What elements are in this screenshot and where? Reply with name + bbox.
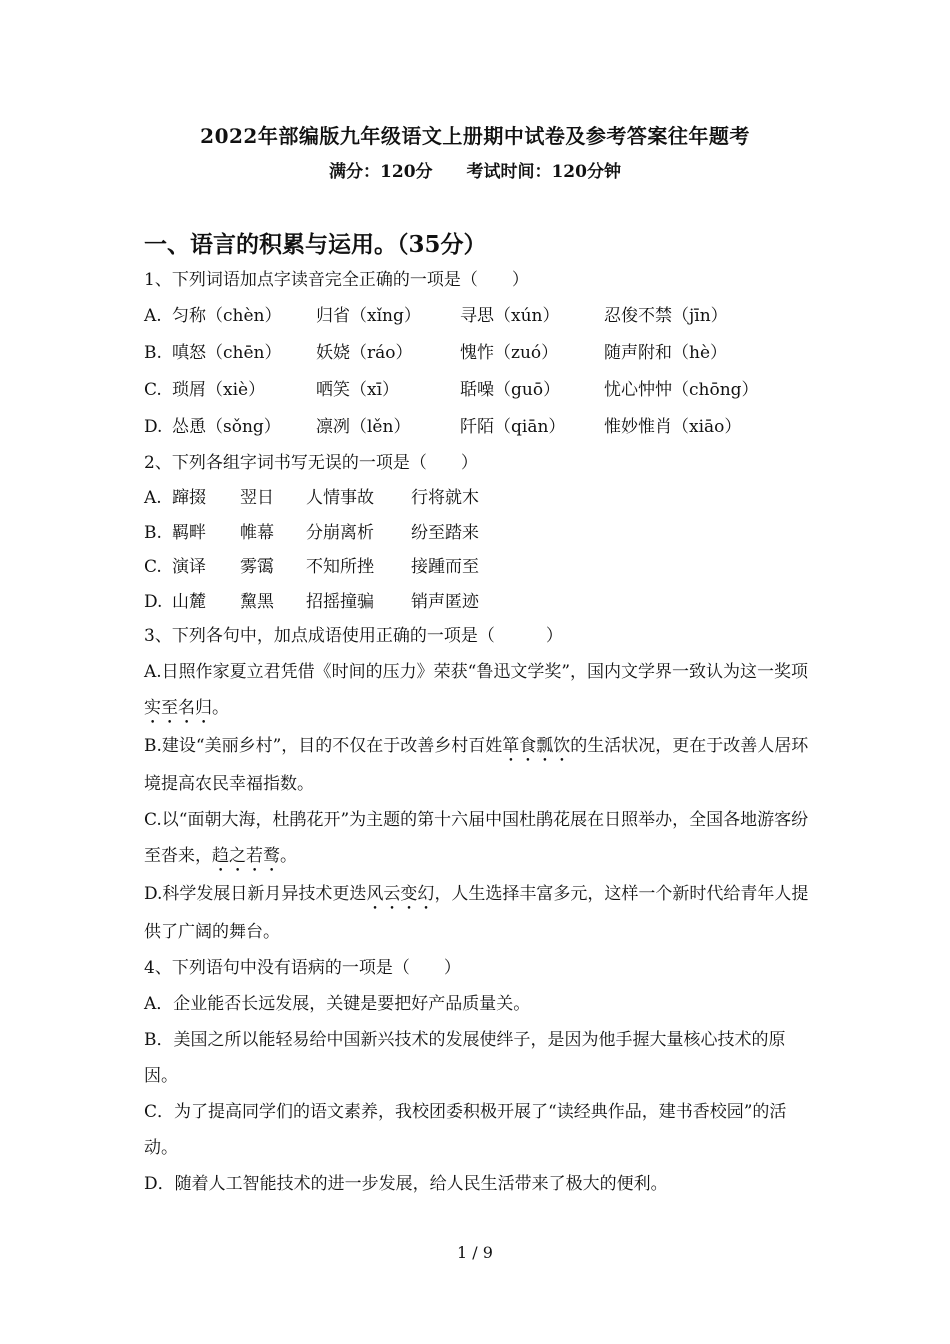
question-3-option-d: D.科学发展日新月异技术更迭风云变幻，人生选择丰富多元，这样一个新时代给青年人提供了广阔的舞台。 (144, 884, 809, 942)
option-label: D. (144, 591, 163, 612)
option-item: 分崩离析 (306, 522, 374, 543)
option-item: 演译 (172, 557, 206, 577)
option-item: 接踵而至 (411, 557, 479, 577)
option-item: 怂恿（sǒng） (172, 417, 281, 437)
option-item: 愧怍（zuó） (460, 343, 559, 363)
option-item: 羁畔 (172, 522, 206, 543)
q1-option-row (144, 372, 810, 409)
exam-time: 考试时间：120分钟 (466, 162, 621, 182)
option-item: 聒噪（guō） (460, 380, 561, 400)
question-3-option-b: B.建设“美丽乡村”，目的不仅在于改善乡村百姓箪食瓢饮的生活状况，更在于改善人居环境提高农民幸福指数。 (144, 736, 809, 794)
option-label: A. (144, 488, 162, 508)
q1-option-row (144, 298, 810, 335)
document-title: 2022年部编版九年级语文上册期中试卷及参考答案往年题考 (200, 124, 750, 148)
full-score: 满分：120分 (329, 162, 433, 182)
question-3-stem: 3、下列各句中，加点成语使用正确的一项是（ ） (144, 626, 563, 646)
q1-option-row (144, 409, 810, 446)
option-item: 行将就木 (411, 488, 479, 508)
option-label: C. (144, 380, 162, 400)
option-item: 销声匿迹 (411, 591, 479, 612)
option-item: 妖娆（ráo） (316, 343, 413, 363)
option-item: 蹿掇 (172, 488, 206, 508)
q2-option-row (144, 516, 810, 551)
option-item: 寻思（xún） (460, 306, 560, 326)
question-4-option-b: B．美国之所以能轻易给中国新兴技术的发展使绊子，是因为他手握大量核心技术的原因。 (144, 1030, 786, 1086)
q1-option-row (144, 335, 810, 372)
dotted-idiom: 箪食瓢饮 (502, 736, 571, 756)
option-item: 哂笑（xī） (316, 380, 400, 400)
option-label: B. (144, 522, 162, 543)
dotted-idiom: 风云变幻 (366, 884, 435, 904)
option-item: 匀称（chèn） (172, 306, 282, 326)
option-item: 人情事故 (306, 488, 374, 508)
option-item: 山麓 (172, 591, 206, 612)
option-item: 嗔怒（chēn） (172, 343, 282, 363)
option-item: 随声附和（hè） (604, 343, 728, 363)
option-item: 黧黑 (240, 591, 274, 612)
question-4-stem: 4、下列语句中没有语病的一项是（ ） (144, 958, 461, 978)
option-item: 惟妙惟肖（xiāo） (604, 417, 742, 437)
question-1-stem: 1、下列词语加点字读音完全正确的一项是（ ） (144, 270, 529, 290)
option-item: 雾霭 (240, 557, 274, 577)
question-4-option-a: A．企业能否长远发展，关键是要把好产品质量关。 (144, 994, 531, 1014)
option-item: 凛冽（lěn） (316, 417, 411, 437)
option-label: B. (144, 343, 162, 363)
question-1-options (144, 298, 810, 446)
section-heading: 一、语言的积累与运用。（35分） (144, 231, 487, 258)
exam-content (144, 262, 810, 1202)
question-2-stem: 2、下列各组字词书写无误的一项是（ ） (144, 453, 478, 473)
page-number: 1 / 9 (457, 1243, 493, 1262)
q2-option-row (144, 550, 810, 585)
option-label: C. (144, 557, 162, 577)
option-label: A. (144, 306, 162, 326)
option-item: 翌日 (240, 488, 274, 508)
option-item: 帷幕 (240, 522, 274, 543)
option-item: 不知所挫 (306, 557, 374, 577)
question-3-option-c: C.以“面朝大海，杜鹃花开”为主题的第十六届中国杜鹃花展在日照举办，全国各地游客纷至沓来，趋之若鹜。 (144, 810, 809, 866)
question-2-options (144, 481, 810, 619)
option-item: 招摇撞骗 (306, 591, 374, 612)
option-label: D. (144, 417, 163, 437)
question-4-option-c: C．为了提高同学们的语文素养，我校团委积极开展了“读经典作品，建书香校园”的活动。 (144, 1102, 787, 1158)
q2-option-row (144, 585, 810, 620)
option-item: 纷至踏来 (411, 522, 479, 543)
option-item: 阡陌（qiān） (460, 417, 566, 437)
dotted-idiom: 实至名归 (144, 698, 212, 718)
exam-info (0, 157, 950, 182)
question-3-option-a: A.日照作家夏立君凭借《时间的压力》荣获“鲁迅文学奖”，国内文学界一致认为这一奖项实至名归。 (144, 662, 809, 718)
q2-option-row (144, 481, 810, 516)
dotted-idiom: 趋之若鹜 (212, 846, 280, 866)
option-item: 归省（xǐng） (316, 306, 421, 326)
option-item: 琐屑（xiè） (172, 380, 266, 400)
question-4-option-d: D．随着人工智能技术的进一步发展，给人民生活带来了极大的便利。 (144, 1174, 668, 1194)
option-item: 忧心忡忡（chōng） (604, 380, 759, 400)
option-item: 忍俊不禁（jīn） (604, 306, 728, 326)
